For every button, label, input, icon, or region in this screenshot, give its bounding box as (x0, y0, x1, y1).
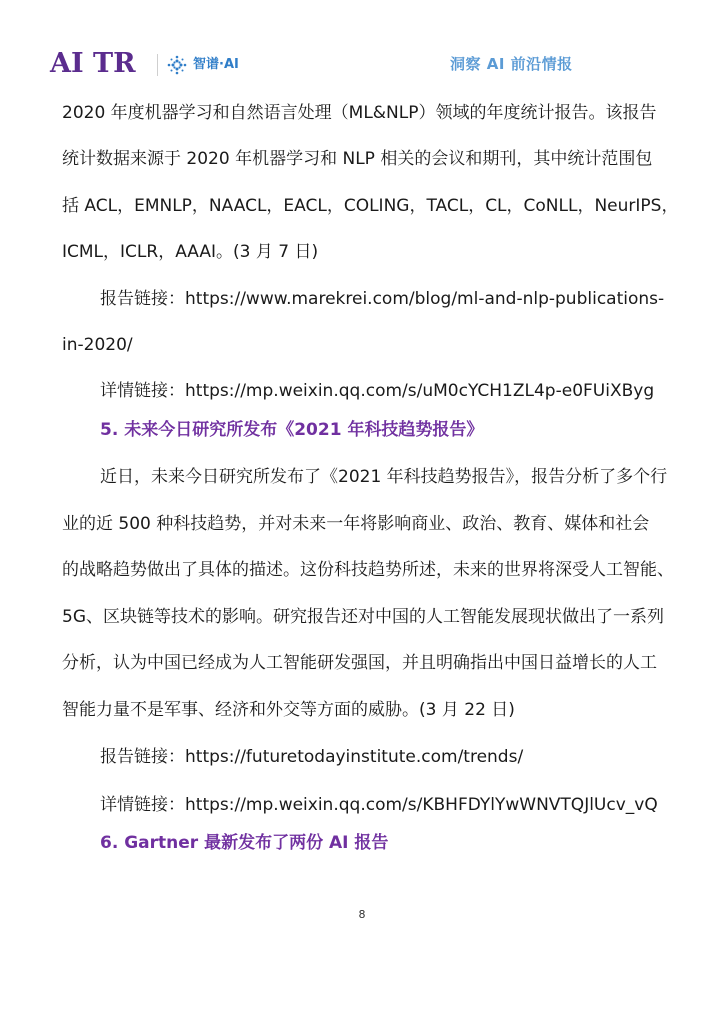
detail-link-url[interactable]: https://mp.weixin.qq.com/s/uM0cYCH1ZL4p-e0FUiXByg (185, 381, 655, 401)
paragraph-line: 分析，认为中国已经成为人工智能研发强国，并且明确指出中国日益增长的人工 (62, 653, 657, 673)
logo-divider (157, 54, 158, 76)
report-link-url[interactable]: https://futuretodayinstitute.com/trends/ (185, 747, 524, 767)
paragraph-line: 业的近 500 种科技趋势，并对未来一年将影响商业、政治、教育、媒体和社会 (62, 514, 650, 534)
paragraph-line: ICML，ICLR，AAAI。(3 月 7 日) (62, 242, 319, 262)
paragraph-line: 统计数据来源于 2020 年机器学习和 NLP 相关的会议和期刊，其中统计范围包 (62, 149, 653, 169)
detail-link-line (100, 793, 658, 817)
detail-link-label: 详情链接： (100, 381, 185, 401)
header-tagline: 洞察 AI 前沿情报 (450, 55, 573, 73)
section-5-heading: 5. 未来今日研究所发布《2021 年科技趋势报告》 (100, 420, 484, 440)
zhipu-logo (167, 53, 239, 77)
detail-link-label: 详情链接： (100, 795, 185, 815)
paragraph-line: 的战略趋势做出了具体的描述。这份科技趋势所述，未来的世界将深受人工智能、 (62, 560, 674, 580)
zhipu-dots-icon (167, 55, 187, 75)
detail-link-url[interactable]: https://mp.weixin.qq.com/s/KBHFDYlYwWNVTQJlUcv_vQ (185, 795, 658, 815)
report-link-label: 报告链接： (100, 289, 185, 309)
paragraph-line: 2020 年度机器学习和自然语言处理（ML&NLP）领域的年度统计报告。该报告 (62, 103, 657, 123)
section-6-heading: 6. Gartner 最新发布了两份 AI 报告 (100, 833, 389, 853)
zhipu-logo-text: 智谱·AI (193, 57, 239, 72)
paragraph-line: 智能力量不是军事、经济和外交等方面的威胁。(3 月 22 日) (62, 700, 515, 720)
aitr-logo: AI TR (50, 48, 136, 79)
report-link-url[interactable]: https://www.marekrei.com/blog/ml-and-nlp-publications- (185, 289, 665, 309)
report-link-label: 报告链接： (100, 747, 185, 767)
report-link-url-continued[interactable]: in-2020/ (62, 335, 133, 355)
report-link-line (100, 745, 523, 769)
paragraph-line: 近日，未来今日研究所发布了《2021 年科技趋势报告》，报告分析了多个行 (100, 467, 668, 487)
page-number: 8 (358, 908, 366, 921)
report-link-line (100, 287, 664, 311)
page-header (0, 0, 724, 90)
detail-link-line (100, 379, 654, 403)
paragraph-line: 5G、区块链等技术的影响。研究报告还对中国的人工智能发展现状做出了一系列 (62, 607, 664, 627)
paragraph-line: 括 ACL，EMNLP，NAACL，EACL，COLING，TACL，CL，CoNLL，NeurIPS， (62, 196, 679, 216)
